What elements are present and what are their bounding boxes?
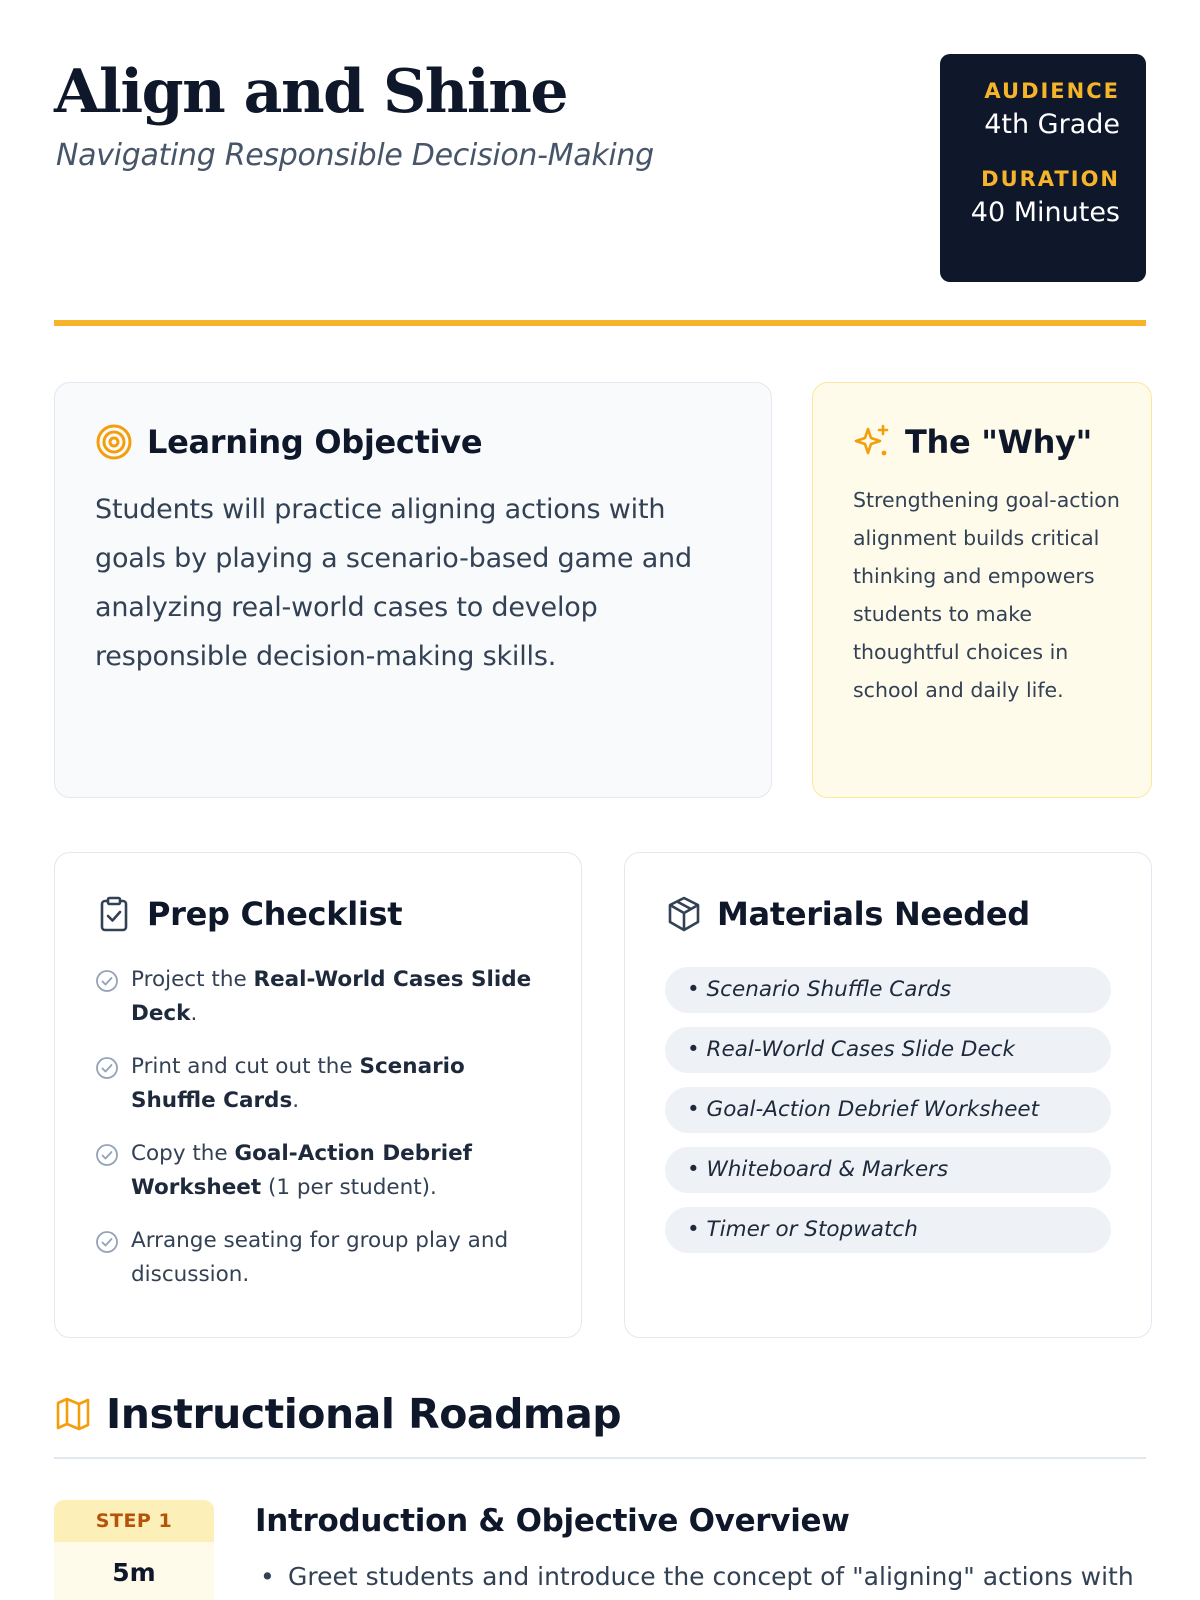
step-time: 5m [112, 1558, 156, 1587]
materials-header [665, 895, 1111, 933]
step-bullet: • Greet students and introduce the concept of "aligning" actions with [260, 1559, 1134, 1595]
why-text: Strengthening goal-action alignment builds critical thinking and empowers students to make thoughtful choices in school and daily life. [853, 488, 1120, 702]
roadmap-header [54, 1390, 621, 1438]
audience-value: 4th Grade [984, 109, 1120, 140]
header-divider [54, 320, 1146, 326]
check-circle-icon [95, 1056, 119, 1080]
duration-label: DURATION [981, 167, 1120, 191]
checklist-item-prefix: Arrange seating for group play and discussion. [131, 1228, 509, 1287]
why-title: The "Why" [905, 423, 1093, 461]
checklist-item-bold: Real-World Cases Slide Deck [131, 967, 532, 1026]
materials-list [665, 967, 1111, 1253]
page-subtitle: Navigating Responsible Decision-Making [56, 138, 654, 173]
checklist-item-text [131, 1137, 551, 1205]
roadmap-divider [54, 1457, 1146, 1459]
prep-checklist [95, 963, 551, 1292]
why-card [812, 382, 1152, 798]
checklist-item-bold: Scenario Shuffle Cards [131, 1054, 465, 1113]
package-icon [665, 895, 703, 933]
lesson-meta-box [940, 54, 1146, 282]
roadmap-title: Instructional Roadmap [106, 1390, 622, 1438]
checklist-item-suffix: . [190, 1001, 198, 1026]
prep-checklist-title: Prep Checklist [147, 895, 403, 933]
audience-label: AUDIENCE [984, 79, 1120, 103]
learning-objective-card [54, 382, 772, 798]
material-item: • Real-World Cases Slide Deck [665, 1027, 1111, 1073]
checklist-item-text [131, 1050, 551, 1118]
checklist-item-prefix: Copy the [131, 1141, 235, 1166]
learning-objective-header [95, 423, 731, 461]
prep-checklist-card [54, 852, 582, 1338]
checklist-item [95, 1050, 551, 1118]
material-item: • Whiteboard & Markers [665, 1147, 1111, 1193]
checklist-item-suffix: (1 per student). [261, 1175, 437, 1200]
check-circle-icon [95, 969, 119, 993]
checklist-item [95, 1137, 551, 1205]
step-title: Introduction & Objective Overview [255, 1503, 850, 1539]
step-label: STEP 1 [54, 1500, 214, 1542]
step-badge [54, 1500, 214, 1600]
why-header [853, 423, 1123, 461]
material-item: • Timer or Stopwatch [665, 1207, 1111, 1253]
map-icon [54, 1395, 92, 1433]
materials-card [624, 852, 1152, 1338]
materials-title: Materials Needed [717, 895, 1030, 933]
page-title: Align and Shine [54, 57, 567, 127]
clipboard-check-icon [95, 895, 133, 933]
lesson-header [54, 50, 1146, 282]
checklist-item [95, 1224, 551, 1292]
checklist-item-text [131, 963, 551, 1031]
checklist-item-text [131, 1224, 551, 1292]
duration-value: 40 Minutes [970, 197, 1120, 228]
learning-objective-text: Students will practice aligning actions with goals by playing a scenario-based game and analyzing real-world cases to develop responsible decision-making skills. [95, 494, 692, 672]
checklist-item-suffix: . [292, 1088, 300, 1113]
material-item: • Scenario Shuffle Cards [665, 967, 1111, 1013]
checklist-item-bold: Goal-Action Debrief Worksheet [131, 1141, 473, 1200]
prep-checklist-header [95, 895, 551, 933]
sparkles-icon [853, 423, 891, 461]
checklist-item-prefix: Print and cut out the [131, 1054, 360, 1079]
checklist-item-prefix: Project the [131, 967, 254, 992]
learning-objective-title: Learning Objective [147, 423, 483, 461]
check-circle-icon [95, 1230, 119, 1254]
check-circle-icon [95, 1143, 119, 1167]
material-item: • Goal-Action Debrief Worksheet [665, 1087, 1111, 1133]
checklist-item [95, 963, 551, 1031]
target-icon [95, 423, 133, 461]
